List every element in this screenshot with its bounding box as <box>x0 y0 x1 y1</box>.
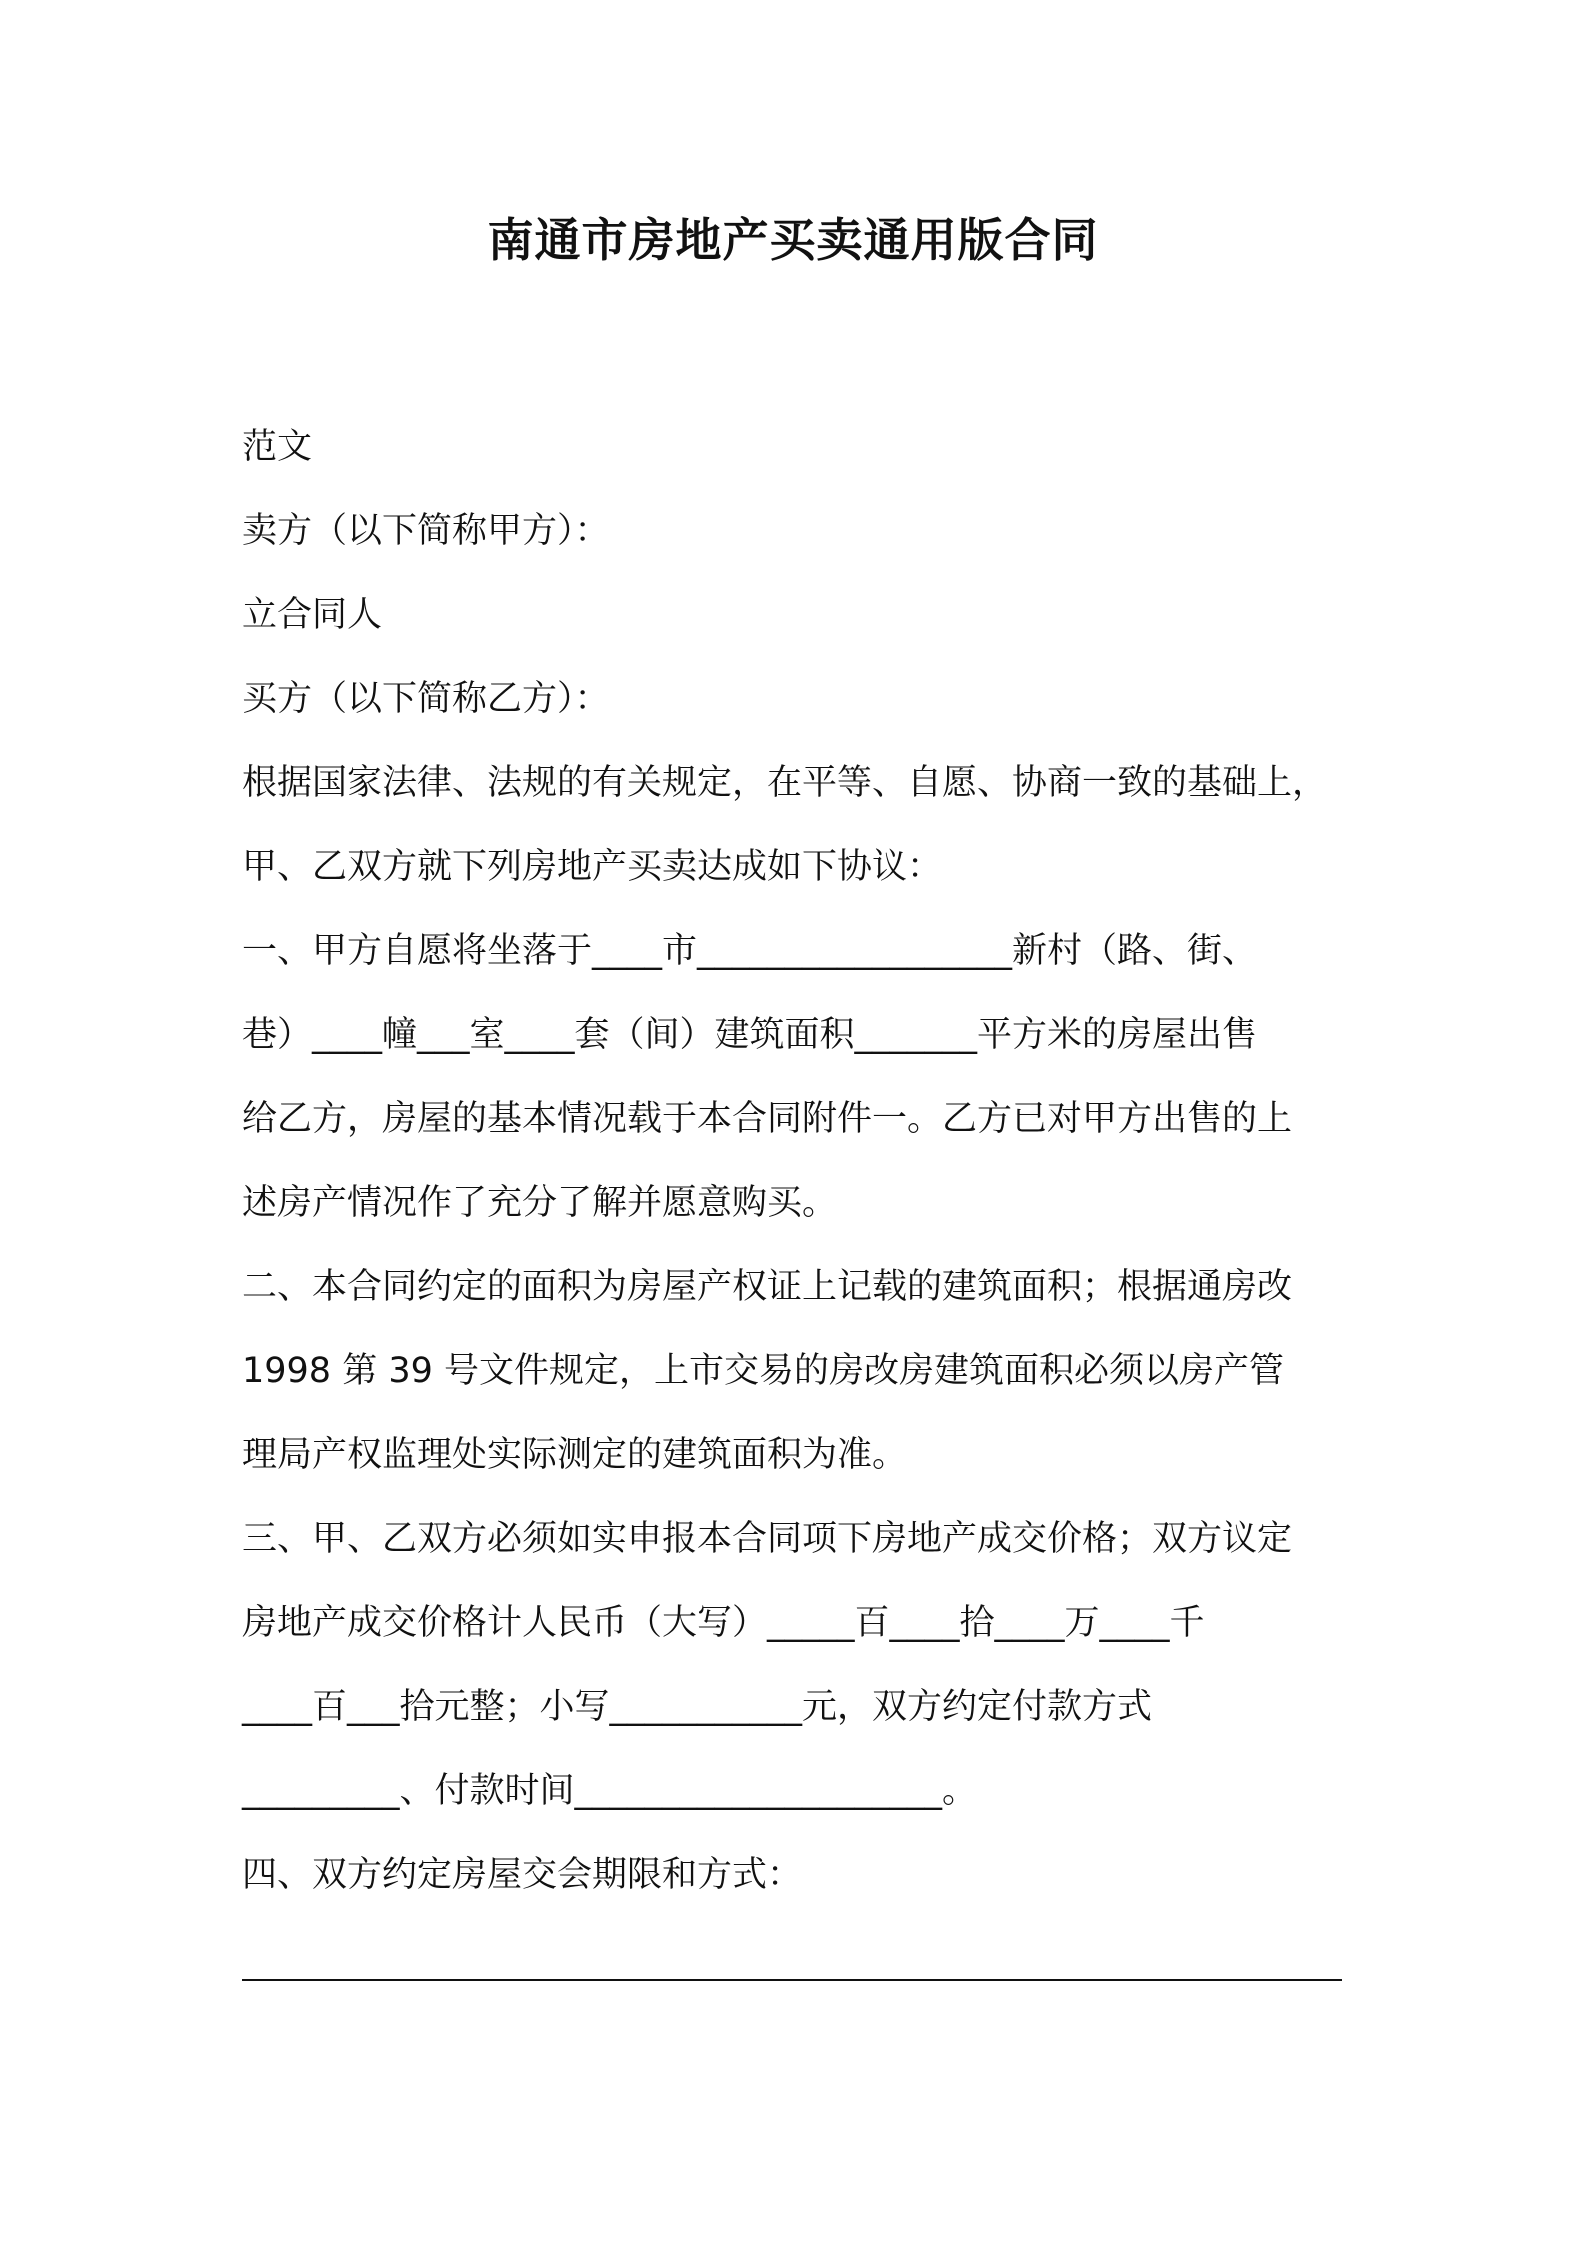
paragraph-line: 立合同人 <box>242 595 383 635</box>
document-title: 南通市房地产买卖通用版合同 <box>487 213 1099 267</box>
paragraph-line: 二、本合同约定的面积为房屋产权证上记载的建筑面积；根据通房改 <box>242 1267 1293 1307</box>
fill-in-line <box>242 1939 1342 1981</box>
paragraph-line: 一、甲方自愿将坐落于____市__________________新村（路、街、 <box>242 931 1258 971</box>
paragraph-line: 范文 <box>242 427 313 467</box>
paragraph-line: 甲、乙双方就下列房地产买卖达成如下协议： <box>242 847 943 887</box>
document-body <box>242 405 1367 1981</box>
paragraph-line: 述房产情况作了充分了解并愿意购买。 <box>242 1183 838 1223</box>
paragraph-line: 三、甲、乙双方必须如实申报本合同项下房地产成交价格；双方议定 <box>242 1519 1293 1559</box>
paragraph-line: 1998 第 39 号文件规定，上市交易的房改房建筑面积必须以房产管 <box>242 1351 1284 1391</box>
paragraph-line: 四、双方约定房屋交会期限和方式： <box>242 1855 803 1895</box>
paragraph-line: ____百___拾元整；小写___________元，双方约定付款方式 <box>242 1687 1153 1727</box>
paragraph-line: 给乙方，房屋的基本情况载于本合同附件一。乙方已对甲方出售的上 <box>242 1099 1293 1139</box>
paragraph-line: 理局产权监理处实际测定的建筑面积为准。 <box>242 1435 908 1475</box>
paragraph-line: _________、付款时间_____________________。 <box>242 1771 978 1811</box>
paragraph-line: 根据国家法律、法规的有关规定，在平等、自愿、协商一致的基础上， <box>242 763 1328 803</box>
paragraph-line: 买方（以下简称乙方）： <box>242 679 610 719</box>
paragraph-line: 房地产成交价格计人民币（大写）_____百____拾____万____千 <box>242 1603 1205 1643</box>
paragraph-line: 巷）____幢___室____套（间）建筑面积_______平方米的房屋出售 <box>242 1015 1258 1055</box>
paragraph-line: 卖方（以下简称甲方）： <box>242 511 610 551</box>
